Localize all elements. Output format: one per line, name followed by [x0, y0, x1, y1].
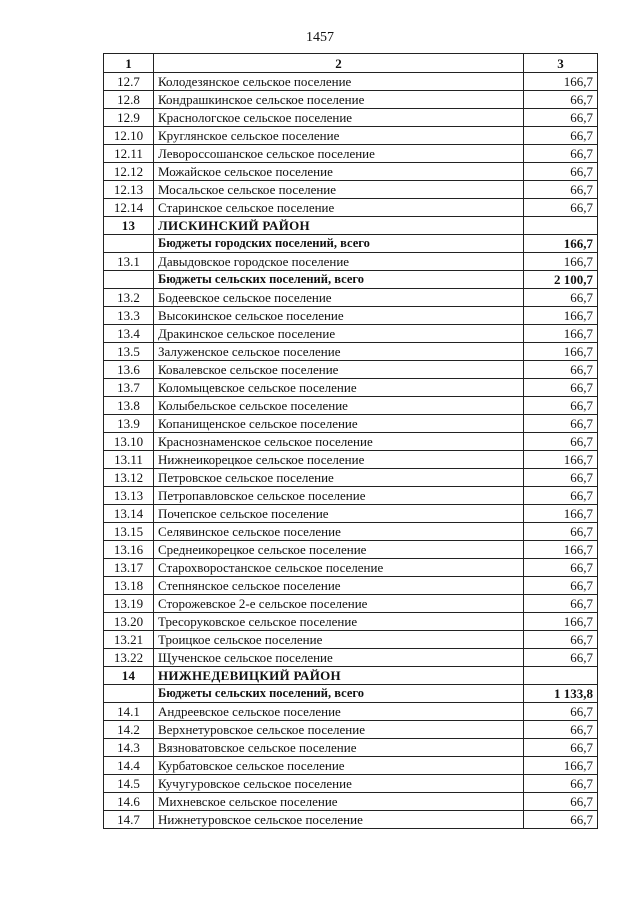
row-value: 166,7	[524, 451, 598, 469]
row-name: Краснознаменское сельское поселение	[154, 433, 524, 451]
table-row	[104, 793, 598, 811]
table-body	[104, 73, 598, 829]
row-number: 12.12	[104, 163, 154, 181]
row-name: Почепское сельское поселение	[154, 505, 524, 523]
row-number: 13.10	[104, 433, 154, 451]
table-row	[104, 775, 598, 793]
row-name: Нижнеикорецкое сельское поселение	[154, 451, 524, 469]
row-value: 66,7	[524, 631, 598, 649]
row-name: Троицкое сельское поселение	[154, 631, 524, 649]
budget-table	[103, 53, 598, 829]
row-name: Михневское сельское поселение	[154, 793, 524, 811]
table-row	[104, 415, 598, 433]
row-name: Круглянское сельское поселение	[154, 127, 524, 145]
row-name: Петропавловское сельское поселение	[154, 487, 524, 505]
table-row	[104, 721, 598, 739]
table-row	[104, 325, 598, 343]
table-row	[104, 343, 598, 361]
row-value: 66,7	[524, 145, 598, 163]
row-value: 66,7	[524, 433, 598, 451]
row-name: Копанищенское сельское поселение	[154, 415, 524, 433]
table-row	[104, 559, 598, 577]
table-row	[104, 433, 598, 451]
table-row	[104, 703, 598, 721]
row-name: Бюджеты городских поселений, всего	[154, 235, 524, 253]
row-name: Бюджеты сельских поселений, всего	[154, 685, 524, 703]
row-number: 14.5	[104, 775, 154, 793]
row-name: Петровское сельское поселение	[154, 469, 524, 487]
row-number: 13.1	[104, 253, 154, 271]
row-number	[104, 235, 154, 253]
row-name: Левороссошанское сельское поселение	[154, 145, 524, 163]
table-row	[104, 289, 598, 307]
row-name: Высокинское сельское поселение	[154, 307, 524, 325]
row-value: 66,7	[524, 487, 598, 505]
row-value: 166,7	[524, 343, 598, 361]
row-number: 13.18	[104, 577, 154, 595]
row-value: 66,7	[524, 649, 598, 667]
row-name: Андреевское сельское поселение	[154, 703, 524, 721]
table-row	[104, 595, 598, 613]
row-number: 13.19	[104, 595, 154, 613]
table-row	[104, 379, 598, 397]
header-col-1: 1	[104, 54, 154, 73]
row-value: 66,7	[524, 289, 598, 307]
row-value: 2 100,7	[524, 271, 598, 289]
header-row	[104, 54, 598, 73]
district-row	[104, 667, 598, 685]
row-value	[524, 217, 598, 235]
table-header	[104, 54, 598, 73]
row-value: 66,7	[524, 559, 598, 577]
row-number: 12.8	[104, 91, 154, 109]
row-number: 13.16	[104, 541, 154, 559]
row-number: 14	[104, 667, 154, 685]
row-number: 12.9	[104, 109, 154, 127]
row-value: 66,7	[524, 127, 598, 145]
row-value	[524, 667, 598, 685]
row-value: 166,7	[524, 307, 598, 325]
row-number: 13.22	[104, 649, 154, 667]
row-name: Бодеевское сельское поселение	[154, 289, 524, 307]
row-name: Старохворостанское сельское поселение	[154, 559, 524, 577]
row-value: 166,7	[524, 73, 598, 91]
row-number: 13.8	[104, 397, 154, 415]
row-value: 66,7	[524, 577, 598, 595]
row-name: Степнянское сельское поселение	[154, 577, 524, 595]
row-value: 66,7	[524, 793, 598, 811]
subtotal-row	[104, 685, 598, 703]
row-number: 13.20	[104, 613, 154, 631]
row-value: 66,7	[524, 109, 598, 127]
row-number: 13.11	[104, 451, 154, 469]
row-number: 14.7	[104, 811, 154, 829]
row-number: 13.5	[104, 343, 154, 361]
table-row	[104, 451, 598, 469]
row-number: 14.4	[104, 757, 154, 775]
row-number: 13.2	[104, 289, 154, 307]
row-name: Дракинское сельское поселение	[154, 325, 524, 343]
row-name: ЛИСКИНСКИЙ РАЙОН	[154, 217, 524, 235]
table-row	[104, 163, 598, 181]
row-value: 66,7	[524, 739, 598, 757]
page-number: 1457	[306, 30, 334, 45]
row-number: 13	[104, 217, 154, 235]
row-name: Кучугуровское сельское поселение	[154, 775, 524, 793]
row-value: 66,7	[524, 361, 598, 379]
row-name: Верхнетуровское сельское поселение	[154, 721, 524, 739]
table-row	[104, 361, 598, 379]
row-number	[104, 685, 154, 703]
row-number: 14.2	[104, 721, 154, 739]
row-name: Колыбельское сельское поселение	[154, 397, 524, 415]
table-row	[104, 505, 598, 523]
table-row	[104, 145, 598, 163]
table-row	[104, 649, 598, 667]
row-value: 66,7	[524, 397, 598, 415]
row-value: 166,7	[524, 325, 598, 343]
subtotal-row	[104, 271, 598, 289]
row-name: НИЖНЕДЕВИЦКИЙ РАЙОН	[154, 667, 524, 685]
row-number: 14.6	[104, 793, 154, 811]
row-number: 13.7	[104, 379, 154, 397]
table-row	[104, 253, 598, 271]
table-row	[104, 487, 598, 505]
row-number: 13.17	[104, 559, 154, 577]
table-row	[104, 73, 598, 91]
table-row	[104, 199, 598, 217]
row-number: 12.14	[104, 199, 154, 217]
row-name: Мосальское сельское поселение	[154, 181, 524, 199]
table-row	[104, 739, 598, 757]
row-number: 13.12	[104, 469, 154, 487]
row-value: 66,7	[524, 775, 598, 793]
row-name: Бюджеты сельских поселений, всего	[154, 271, 524, 289]
row-name: Колодезянское сельское поселение	[154, 73, 524, 91]
row-value: 66,7	[524, 181, 598, 199]
row-name: Вязноватовское сельское поселение	[154, 739, 524, 757]
row-name: Ковалевское сельское поселение	[154, 361, 524, 379]
row-name: Курбатовское сельское поселение	[154, 757, 524, 775]
row-name: Нижнетуровское сельское поселение	[154, 811, 524, 829]
row-number: 13.4	[104, 325, 154, 343]
row-name: Среднеикорецкое сельское поселение	[154, 541, 524, 559]
row-value: 66,7	[524, 721, 598, 739]
subtotal-row	[104, 235, 598, 253]
table-row	[104, 397, 598, 415]
table-row	[104, 631, 598, 649]
row-name: Коломыцевское сельское поселение	[154, 379, 524, 397]
table-row	[104, 307, 598, 325]
row-value: 66,7	[524, 469, 598, 487]
header-col-3: 3	[524, 54, 598, 73]
row-value: 66,7	[524, 91, 598, 109]
row-name: Можайское сельское поселение	[154, 163, 524, 181]
district-row	[104, 217, 598, 235]
row-name: Давыдовское городское поселение	[154, 253, 524, 271]
table-row	[104, 181, 598, 199]
row-value: 166,7	[524, 541, 598, 559]
table-row	[104, 541, 598, 559]
row-value: 166,7	[524, 235, 598, 253]
row-value: 166,7	[524, 613, 598, 631]
row-value: 66,7	[524, 415, 598, 433]
row-number: 13.6	[104, 361, 154, 379]
table-row	[104, 109, 598, 127]
row-value: 66,7	[524, 523, 598, 541]
table-row	[104, 577, 598, 595]
header-col-2: 2	[154, 54, 524, 73]
row-number: 13.21	[104, 631, 154, 649]
row-value: 66,7	[524, 811, 598, 829]
row-number: 12.10	[104, 127, 154, 145]
row-name: Тресоруковское сельское поселение	[154, 613, 524, 631]
row-number: 13.14	[104, 505, 154, 523]
row-value: 166,7	[524, 253, 598, 271]
row-number: 13.13	[104, 487, 154, 505]
row-name: Щученское сельское поселение	[154, 649, 524, 667]
row-name: Селявинское сельское поселение	[154, 523, 524, 541]
row-name: Краснологское сельское поселение	[154, 109, 524, 127]
row-number: 13.15	[104, 523, 154, 541]
row-name: Залуженское сельское поселение	[154, 343, 524, 361]
row-number: 13.3	[104, 307, 154, 325]
row-value: 166,7	[524, 757, 598, 775]
row-number: 14.1	[104, 703, 154, 721]
row-name: Кондрашкинское сельское поселение	[154, 91, 524, 109]
row-number: 13.9	[104, 415, 154, 433]
table-row	[104, 811, 598, 829]
row-value: 166,7	[524, 505, 598, 523]
row-number: 12.13	[104, 181, 154, 199]
table-row	[104, 469, 598, 487]
table-row	[104, 613, 598, 631]
row-value: 1 133,8	[524, 685, 598, 703]
row-name: Сторожевское 2-е сельское поселение	[154, 595, 524, 613]
row-number: 14.3	[104, 739, 154, 757]
table-row	[104, 757, 598, 775]
row-value: 66,7	[524, 595, 598, 613]
table-row	[104, 523, 598, 541]
table-row	[104, 91, 598, 109]
row-number: 12.11	[104, 145, 154, 163]
row-name: Старинское сельское поселение	[154, 199, 524, 217]
table-row	[104, 127, 598, 145]
row-value: 66,7	[524, 199, 598, 217]
row-number	[104, 271, 154, 289]
row-number: 12.7	[104, 73, 154, 91]
row-value: 66,7	[524, 703, 598, 721]
row-value: 66,7	[524, 163, 598, 181]
row-value: 66,7	[524, 379, 598, 397]
